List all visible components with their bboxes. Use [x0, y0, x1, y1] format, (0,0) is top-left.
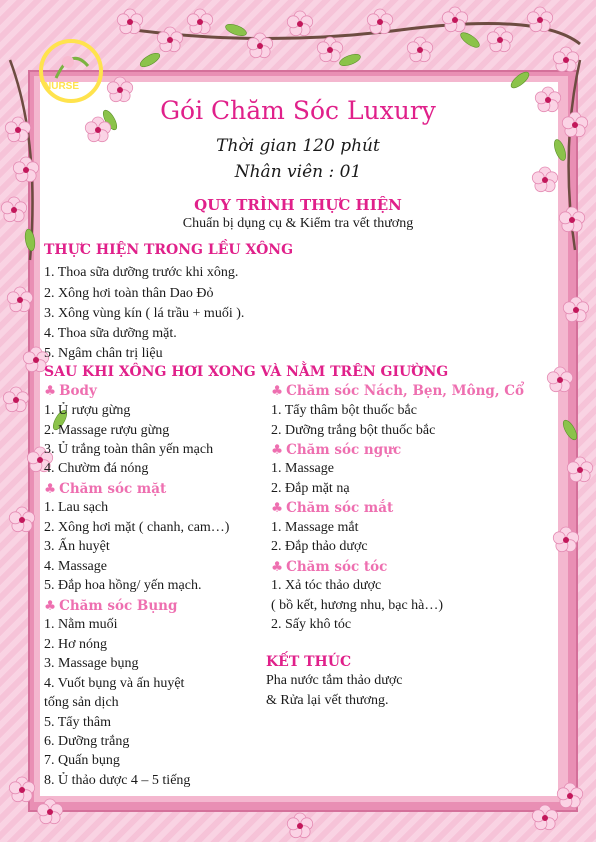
tent-step: 3. Xông vùng kín ( lá trầu + muối ). — [44, 306, 245, 321]
hair-subheading: ♣ Chăm sóc tóc — [271, 559, 388, 575]
staff-text: Nhân viên : 01 — [234, 162, 362, 182]
list-item: 1. Tẩy thâm bột thuốc bắc — [271, 403, 417, 418]
finish-text: & Rửa lại vết thương. — [266, 693, 389, 708]
duration-text: Thời gian 120 phút — [216, 136, 380, 156]
list-item: 2. Xông hơi mặt ( chanh, cam…) — [44, 520, 230, 535]
list-item: 1. Massage mắt — [271, 520, 359, 535]
list-item: 1. Xả tóc thảo dược — [271, 578, 382, 593]
clover-icon: ♣ — [271, 442, 284, 458]
list-item: 2. Massage rượu gừng — [44, 423, 170, 438]
clover-icon: ♣ — [271, 559, 284, 575]
clover-icon: ♣ — [271, 500, 284, 516]
list-item: 3. Ấn huyệt — [44, 539, 110, 554]
list-item: tống sản dịch — [44, 695, 119, 710]
face-subheading: ♣ Chăm sóc mặt — [44, 481, 167, 497]
underarm-subheading: ♣ Chăm sóc Nách, Bẹn, Mông, Cổ — [271, 383, 525, 399]
list-item: ( bồ kết, hương nhu, bạc hà…) — [271, 598, 444, 613]
list-item: 3. Ủ trắng toàn thân yến mạch — [44, 442, 214, 457]
list-item: 1. Nằm muối — [44, 617, 118, 632]
finish-heading: KẾT THÚC — [266, 654, 352, 670]
tent-step: 1. Thoa sữa dưỡng trước khi xông. — [44, 265, 239, 280]
chest-subheading: ♣ Chăm sóc ngực — [271, 442, 402, 458]
list-item: 2. Dưỡng trắng bột thuốc bắc — [271, 423, 436, 438]
list-item: 1. Massage — [271, 461, 334, 476]
after-heading: SAU KHI XÔNG HƠI XONG VÀ NẰM TRÊN GIƯỜNG — [44, 364, 449, 380]
list-item: 4. Massage — [44, 559, 107, 574]
logo-text: NURSE — [44, 81, 80, 92]
preparation-text: Chuẩn bị dụng cụ & Kiểm tra vết thương — [182, 216, 414, 231]
procedure-heading: QUY TRÌNH THỰC HIỆN — [194, 196, 402, 214]
list-item: 2. Đắp mặt nạ — [271, 481, 350, 496]
page-title: Gói Chăm Sóc Luxury — [160, 96, 436, 125]
belly-subheading: ♣ Chăm sóc Bụng — [44, 598, 178, 614]
tent-step: 5. Ngâm chân trị liệu — [44, 346, 163, 361]
list-item: 4. Chườm đá nóng — [44, 461, 149, 476]
list-item: 3. Massage bụng — [44, 656, 139, 671]
body-subheading: ♣ Body — [44, 383, 97, 399]
list-item: 2. Hơ nóng — [44, 637, 108, 652]
list-item: 5. Tẩy thâm — [44, 715, 112, 730]
list-item: 5. Đắp hoa hồng/ yến mạch. — [44, 578, 202, 593]
tent-heading: THỰC HIỆN TRONG LỀU XÔNG — [44, 242, 294, 258]
clover-icon: ♣ — [271, 383, 284, 399]
clover-icon: ♣ — [44, 383, 57, 399]
finish-text: Pha nước tắm thảo dược — [266, 673, 403, 688]
tent-step: 4. Thoa sữa dưỡng mặt. — [44, 326, 177, 341]
list-item: 1. Ủ rượu gừng — [44, 403, 131, 418]
list-item: 2. Đắp thảo dược — [271, 539, 368, 554]
tent-step: 2. Xông hơi toàn thân Dao Đỏ — [44, 286, 214, 301]
list-item: 4. Vuốt bụng và ấn huyệt — [44, 676, 185, 691]
list-item: 6. Dưỡng trắng — [44, 734, 130, 749]
list-item: 2. Sấy khô tóc — [271, 617, 352, 632]
list-item: 1. Lau sạch — [44, 500, 109, 515]
list-item: 7. Quấn bụng — [44, 753, 120, 768]
eye-subheading: ♣ Chăm sóc mắt — [271, 500, 394, 516]
clover-icon: ♣ — [44, 598, 57, 614]
clover-icon: ♣ — [44, 481, 57, 497]
list-item: 8. Ủ thảo dược 4 – 5 tiếng — [44, 773, 191, 788]
